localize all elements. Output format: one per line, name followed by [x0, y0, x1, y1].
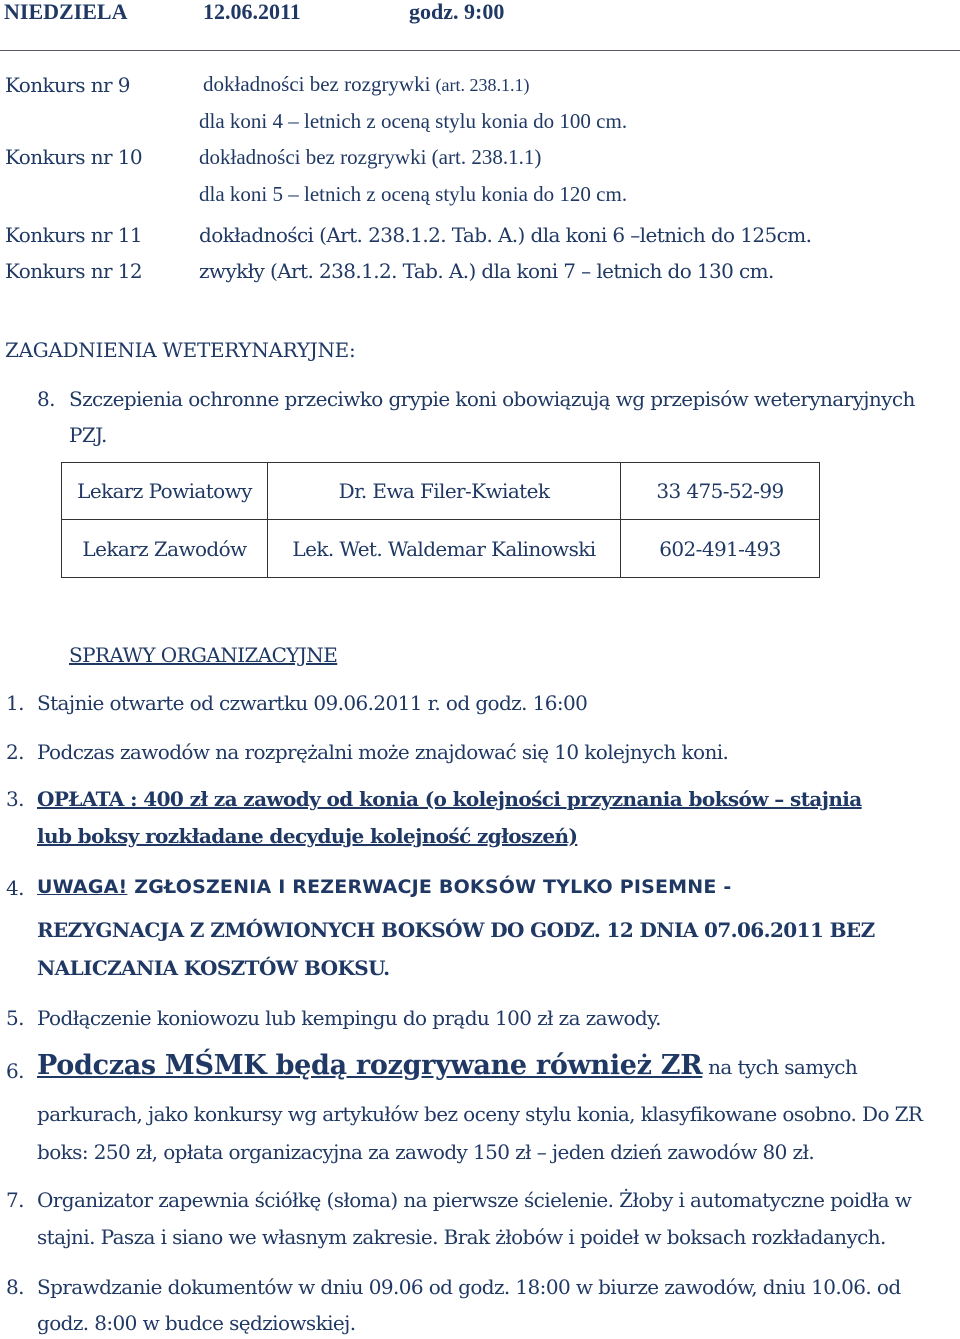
org-item-4-text-cont: REZYGNACJA Z ZMÓWIONYCH BOKSÓW DO GODZ. 12 DNIA 07.06.2011 BEZ [37, 918, 875, 942]
org-item-7-number: 7. [6, 1188, 24, 1212]
org-item-8-number: 8. [6, 1275, 24, 1299]
org-item-6-text-cont2: boks: 250 zł, opłata organizacyjna za zawody 150 zł – jeden dzień zawodów 80 zł. [37, 1140, 815, 1164]
org-section-title: SPRAWY ORGANIZACYJNE [69, 643, 338, 667]
org-item-6-text-cont: parkurach, jako konkursy wg artykułów bez oceny stylu konia, klasyfikowane osobno. Do ZR [37, 1102, 923, 1126]
contest-11-desc: dokładności (Art. 238.1.2. Tab. A.) dla koni 6 –letnich do 125cm. [199, 223, 812, 247]
vet-name-cell: Lek. Wet. Waldemar Kalinowski [268, 520, 621, 578]
org-item-5-text: Podłączenie koniowozu lub kempingu do prądu 100 zł za zawody. [37, 1006, 661, 1030]
warning-label: UWAGA! [37, 876, 128, 898]
org-item-6-number: 6. [6, 1059, 24, 1083]
org-item-3-number: 3. [6, 787, 24, 811]
contest-9-label: Konkurs nr 9 [5, 73, 130, 97]
org-item-8-text: Sprawdzanie dokumentów w dniu 09.06 od godz. 18:00 w biurze zawodów, dniu 10.06. od [37, 1275, 901, 1299]
vet-name-cell: Dr. Ewa Filer-Kwiatek [268, 463, 621, 520]
vet-role-cell: Lekarz Powiatowy [62, 463, 268, 520]
contest-9-desc2: dla koni 4 – letnich z oceną stylu konia do 100 cm. [199, 109, 628, 133]
header-time: godz. 9:00 [409, 0, 505, 24]
org-item-1-number: 1. [6, 691, 24, 715]
contest-11-label: Konkurs nr 11 [5, 223, 142, 247]
header-day: NIEDZIELA [4, 0, 128, 24]
vet-item-number: 8. [37, 387, 55, 411]
table-row [62, 463, 820, 520]
vet-phone-cell: 33 475-52-99 [621, 463, 820, 520]
header-divider [0, 50, 960, 51]
contest-9-desc: dokładności bez rozgrywki [203, 72, 431, 96]
org-item-8-text-cont: godz. 8:00 w budce sędziowskiej. [37, 1311, 356, 1335]
org-item-4-text: ZGŁOSZENIA I REZERWACJE BOKSÓW TYLKO PISEMNE - [127, 876, 732, 898]
org-item-6-tail: na tych samych [702, 1055, 858, 1079]
header-date: 12.06.2011 [203, 0, 301, 24]
org-item-4-number: 4. [6, 876, 24, 900]
org-item-2-text: Podczas zawodów na rozprężalni może znajdować się 10 kolejnych koni. [37, 740, 729, 764]
org-item-6-highlight: Podczas MŚMK będą rozgrywane również ZR [37, 1050, 703, 1081]
org-item-3-text-cont: lub boksy rozkładane decyduje kolejność zgłoszeń) [37, 824, 578, 848]
contest-12-desc: zwykły (Art. 238.1.2. Tab. A.) dla koni 7 – letnich do 130 cm. [199, 259, 774, 283]
vet-contacts-table [61, 462, 820, 578]
vet-item-text-cont: PZJ. [69, 423, 107, 447]
org-item-7-text: Organizator zapewnia ściółkę (słoma) na pierwsze ścielenie. Żłoby i automatyczne poidła w [37, 1188, 912, 1212]
contest-10-label: Konkurs nr 10 [5, 145, 142, 169]
org-item-4-text-cont2: NALICZANIA KOSZTÓW BOKSU. [37, 956, 390, 980]
contest-12-label: Konkurs nr 12 [5, 259, 142, 283]
org-item-7-text-cont: stajni. Pasza i siano we własnym zakresie. Brak żłobów i poideł w boksach rozkładanych. [37, 1225, 886, 1249]
org-item-2-number: 2. [6, 740, 24, 764]
vet-role-cell: Lekarz Zawodów [62, 520, 268, 578]
contest-10-desc: dokładności bez rozgrywki (art. 238.1.1) [199, 145, 542, 169]
vet-phone-cell: 602-491-493 [621, 520, 820, 578]
org-item-6-line [37, 1050, 857, 1081]
org-item-1-text: Stajnie otwarte od czwartku 09.06.2011 r. od godz. 16:00 [37, 691, 588, 715]
org-item-4-line [37, 876, 731, 898]
contest-9-desc-line [203, 72, 530, 97]
org-item-5-number: 5. [6, 1006, 24, 1030]
vet-item-text: Szczepienia ochronne przeciwko grypie koni obowiązują wg przepisów weterynaryjnych [69, 387, 915, 411]
contest-10-desc2: dla koni 5 – letnich z oceną stylu konia do 120 cm. [199, 182, 628, 206]
table-row [62, 520, 820, 578]
vet-section-title: ZAGADNIENIA WETERYNARYJNE: [5, 338, 356, 362]
org-item-3-text: OPŁATA : 400 zł za zawody od konia (o kolejności przyznania boksów – stajnia [37, 787, 862, 811]
contest-9-art: (art. 238.1.1) [435, 75, 530, 95]
